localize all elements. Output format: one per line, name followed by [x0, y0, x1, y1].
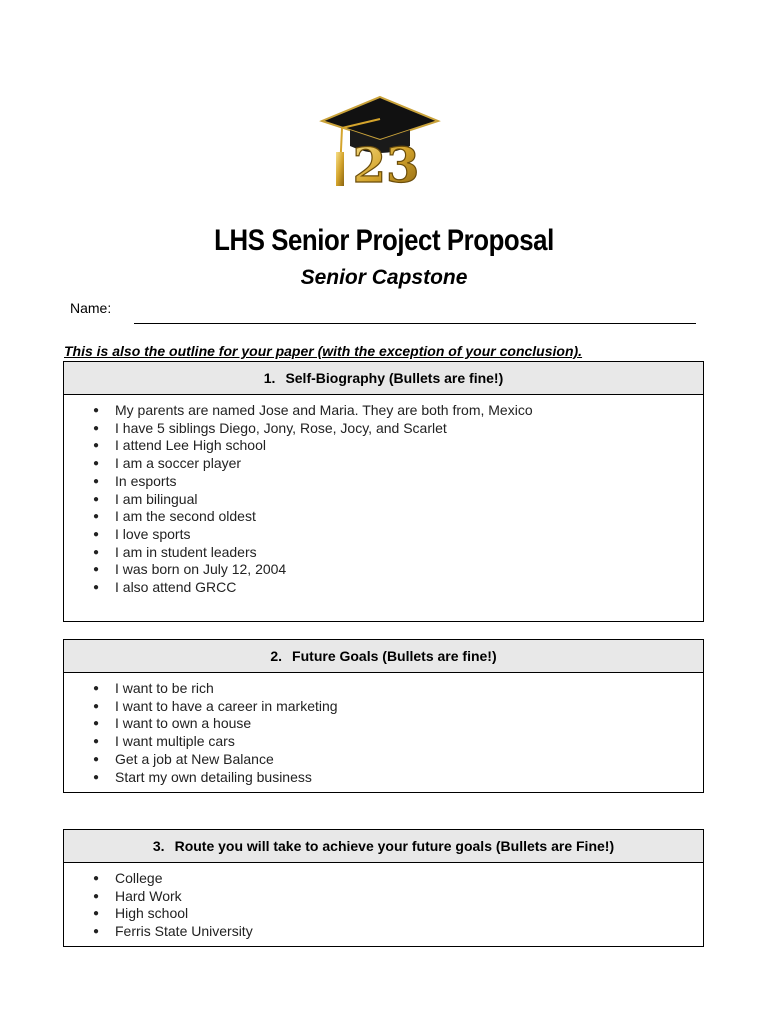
bullet-icon: ● [93, 718, 100, 730]
list-item [64, 420, 703, 438]
list-item-text: Hard Work [115, 887, 182, 904]
section-heading: Self-Biography (Bullets are fine!) [285, 370, 504, 386]
list-item-text: I attend Lee High school [115, 437, 266, 454]
bullet-list [64, 395, 703, 597]
logo-number: 23 [352, 138, 420, 190]
list-item [64, 526, 703, 544]
page-title: LHS Senior Project Proposal [214, 224, 554, 257]
bullet-icon: ● [93, 908, 100, 920]
bullet-icon: ● [93, 890, 100, 902]
bullet-icon: ● [93, 458, 100, 470]
list-item [64, 473, 703, 491]
list-item-text: I want to be rich [115, 680, 214, 696]
list-item [64, 888, 703, 906]
bullet-icon: ● [93, 546, 100, 558]
bullet-icon: ● [93, 873, 100, 884]
list-item [64, 544, 703, 562]
list-item-text: I have 5 siblings Diego, Jony, Rose, Jocy, and Scarlet [115, 419, 447, 436]
list-item-text: I want multiple cars [115, 733, 235, 750]
bullet-icon: ● [93, 683, 100, 694]
list-item-text: College [115, 870, 163, 886]
bullet-icon: ● [93, 440, 100, 452]
list-item [64, 680, 703, 698]
list-item [64, 455, 703, 473]
list-item [64, 561, 703, 579]
name-field[interactable] [134, 323, 696, 324]
list-item-text: In esports [115, 472, 177, 489]
bullet-list [64, 863, 703, 941]
list-item [64, 491, 703, 509]
bullet-list [64, 673, 703, 786]
section-number: 1. [263, 370, 276, 386]
section-self-biography [63, 361, 704, 622]
list-item-text: Ferris State University [115, 923, 253, 940]
list-item-text: I am the second oldest [115, 508, 256, 525]
bullet-icon: ● [93, 493, 100, 505]
section-number: 2. [270, 648, 283, 664]
bullet-icon: ● [93, 405, 100, 416]
list-item-text: Start my own detailing business [115, 768, 312, 785]
bullet-icon: ● [93, 564, 100, 576]
list-item [64, 402, 703, 420]
list-item [64, 698, 703, 716]
bullet-icon: ● [93, 582, 100, 594]
section-header [64, 362, 703, 395]
bullet-icon: ● [93, 475, 100, 487]
list-item-text: I am in student leaders [115, 543, 257, 560]
list-item-text: I love sports [115, 525, 191, 542]
list-item [64, 923, 703, 941]
list-item-text: I am a soccer player [115, 455, 242, 472]
list-item-text: I want to own a house [115, 715, 252, 732]
bullet-icon: ● [93, 736, 100, 748]
list-item [64, 508, 703, 526]
list-item-text: My parents are named Jose and Maria. They are both from, Mexico [115, 402, 533, 418]
list-item [64, 905, 703, 923]
bullet-icon: ● [93, 528, 100, 540]
list-item [64, 715, 703, 733]
list-item [64, 733, 703, 751]
section-header [64, 830, 703, 863]
list-item [64, 579, 703, 597]
list-item-text: I want to have a career in marketing [115, 697, 338, 714]
section-heading: Future Goals (Bullets are fine!) [292, 648, 497, 664]
bullet-icon: ● [93, 422, 100, 434]
list-item-text: I am bilingual [115, 490, 198, 507]
bullet-icon: ● [93, 771, 100, 783]
bullet-icon: ● [93, 753, 100, 765]
list-item-text: High school [115, 905, 189, 922]
list-item [64, 870, 703, 888]
section-route-to-goals [63, 829, 704, 947]
list-item-text: I was born on July 12, 2004 [115, 561, 287, 578]
list-item [64, 437, 703, 455]
page-subtitle: Senior Capstone [300, 266, 468, 289]
list-item [64, 769, 703, 787]
list-item [64, 751, 703, 769]
bullet-icon: ● [93, 926, 100, 938]
section-future-goals [63, 639, 704, 793]
bullet-icon: ● [93, 511, 100, 523]
section-header [64, 640, 703, 673]
bullet-icon: ● [93, 700, 100, 712]
graduation-cap-logo [318, 94, 442, 190]
list-item-text: I also attend GRCC [115, 579, 237, 596]
section-heading: Route you will take to achieve your future goals (Bullets are Fine!) [174, 838, 615, 854]
section-number: 3. [152, 838, 165, 854]
name-label: Name: [70, 300, 112, 316]
outline-note: This is also the outline for your paper (with the exception of your conclusion). [64, 343, 583, 359]
list-item-text: Get a job at New Balance [115, 750, 274, 767]
